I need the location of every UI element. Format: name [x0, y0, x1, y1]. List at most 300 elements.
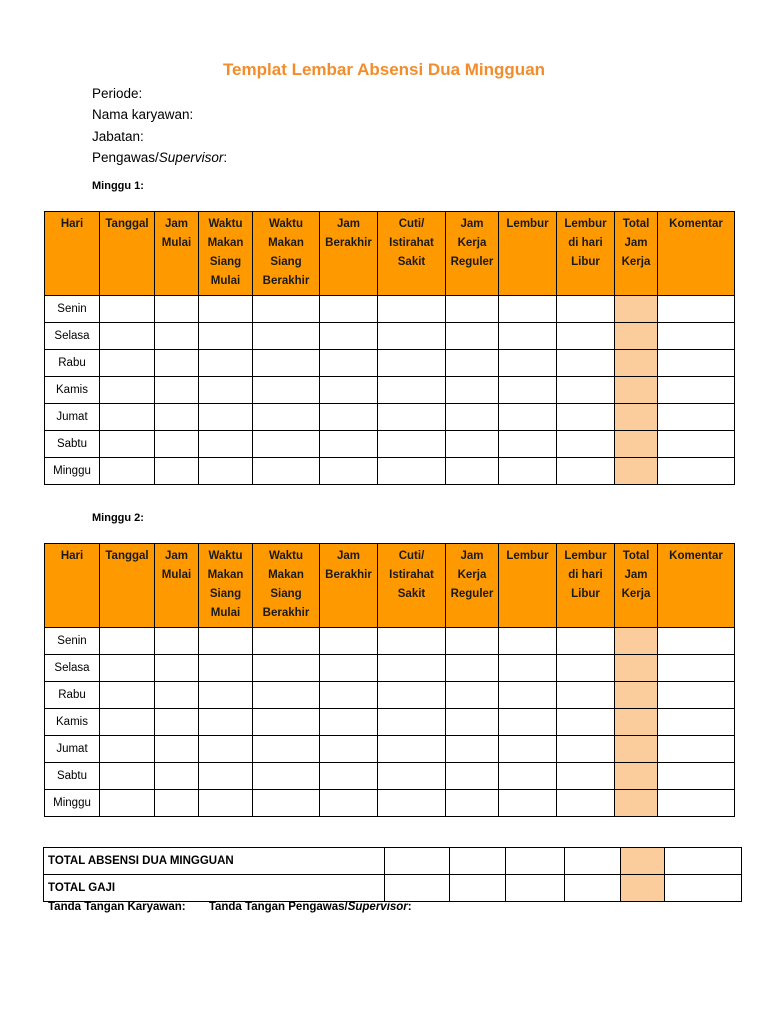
input-cell[interactable]: [499, 628, 557, 655]
input-cell[interactable]: [557, 350, 615, 377]
summary-cell[interactable]: [385, 848, 450, 875]
input-cell[interactable]: [446, 763, 499, 790]
input-cell[interactable]: [199, 655, 253, 682]
input-cell[interactable]: [155, 404, 199, 431]
day-cell: Kamis: [45, 709, 100, 736]
day-cell: Selasa: [45, 655, 100, 682]
input-cell[interactable]: [499, 404, 557, 431]
column-header-text: Siang: [270, 256, 302, 268]
day-cell: Sabtu: [45, 431, 100, 458]
input-cell[interactable]: [557, 323, 615, 350]
input-cell[interactable]: [253, 431, 320, 458]
input-cell[interactable]: [199, 377, 253, 404]
input-cell[interactable]: [658, 377, 735, 404]
table-row: [45, 628, 735, 655]
input-cell[interactable]: [320, 350, 378, 377]
input-cell[interactable]: [446, 628, 499, 655]
input-cell[interactable]: [253, 404, 320, 431]
column-header: [557, 544, 615, 628]
total-hours-cell[interactable]: [615, 350, 658, 377]
input-cell[interactable]: [499, 431, 557, 458]
column-header-text: Istirahat: [389, 569, 434, 581]
column-header-text: Kerja: [457, 569, 487, 581]
day-cell: Sabtu: [45, 763, 100, 790]
input-cell[interactable]: [100, 350, 155, 377]
table-row: [45, 790, 735, 817]
column-header-text: Total: [622, 550, 650, 562]
input-cell[interactable]: [199, 350, 253, 377]
column-header-text: Sakit: [397, 588, 426, 600]
jabatan-field: Jabatan:: [92, 129, 144, 144]
input-cell[interactable]: [557, 431, 615, 458]
input-cell[interactable]: [199, 323, 253, 350]
column-header-text: di hari: [568, 237, 603, 249]
supervisor-signature-prefix: Tanda Tangan Pengawas/: [208, 901, 348, 913]
column-header: [658, 544, 735, 628]
input-cell[interactable]: [155, 790, 199, 817]
column-header-text: Siang: [209, 588, 242, 600]
signature-line: [48, 901, 412, 913]
input-cell[interactable]: [446, 790, 499, 817]
input-cell[interactable]: [253, 350, 320, 377]
input-cell[interactable]: [199, 682, 253, 709]
column-header: [100, 212, 155, 296]
column-header: [45, 212, 100, 296]
input-cell[interactable]: [658, 682, 735, 709]
input-cell[interactable]: [446, 736, 499, 763]
column-header: [199, 212, 253, 296]
table-row: [45, 682, 735, 709]
total-hours-cell[interactable]: [615, 709, 658, 736]
input-cell[interactable]: [378, 350, 446, 377]
summary-cell[interactable]: [450, 875, 506, 902]
input-cell[interactable]: [100, 404, 155, 431]
table-row: [45, 431, 735, 458]
column-header-text: Lembur: [506, 550, 549, 562]
input-cell[interactable]: [100, 323, 155, 350]
periode-field: Periode:: [92, 86, 143, 101]
input-cell[interactable]: [378, 323, 446, 350]
input-cell[interactable]: [253, 763, 320, 790]
input-cell[interactable]: [557, 377, 615, 404]
table-row: [45, 736, 735, 763]
column-header: [615, 544, 658, 628]
summary-cell[interactable]: [506, 848, 565, 875]
input-cell[interactable]: [199, 736, 253, 763]
column-header-text: Waktu: [208, 218, 243, 230]
column-header-text: Tanggal: [105, 550, 149, 562]
input-cell[interactable]: [499, 458, 557, 485]
input-cell[interactable]: [100, 377, 155, 404]
column-header-text: Jam: [460, 218, 484, 230]
input-cell[interactable]: [499, 323, 557, 350]
table-row: [45, 763, 735, 790]
input-cell[interactable]: [557, 709, 615, 736]
supervisor-signature-label: [209, 901, 412, 913]
column-header-text: Berakhir: [262, 607, 310, 619]
column-header: [155, 212, 199, 296]
column-header-text: Jam: [336, 218, 361, 230]
input-cell[interactable]: [253, 323, 320, 350]
summary-cell[interactable]: [565, 848, 621, 875]
input-cell[interactable]: [378, 404, 446, 431]
column-header-text: Makan: [207, 569, 244, 581]
summary-row-total-absensi: [44, 848, 742, 875]
input-cell[interactable]: [378, 377, 446, 404]
input-cell[interactable]: [320, 323, 378, 350]
column-header: [100, 544, 155, 628]
input-cell[interactable]: [378, 736, 446, 763]
input-cell[interactable]: [557, 682, 615, 709]
input-cell[interactable]: [557, 763, 615, 790]
input-cell[interactable]: [155, 377, 199, 404]
day-cell: Kamis: [45, 377, 100, 404]
column-header-text: Cuti/: [398, 218, 425, 230]
column-header: [199, 544, 253, 628]
input-cell[interactable]: [320, 296, 378, 323]
input-cell[interactable]: [446, 682, 499, 709]
input-cell[interactable]: [320, 655, 378, 682]
supervisor-signature-italic: Supervisor: [347, 901, 408, 913]
column-header-text: Tanggal: [105, 218, 149, 230]
day-cell: Senin: [45, 628, 100, 655]
input-cell[interactable]: [446, 655, 499, 682]
total-hours-cell[interactable]: [615, 377, 658, 404]
day-cell: Rabu: [45, 682, 100, 709]
day-cell: Selasa: [45, 323, 100, 350]
input-cell[interactable]: [499, 736, 557, 763]
day-cell: Jumat: [45, 404, 100, 431]
column-header: [45, 544, 100, 628]
input-cell[interactable]: [499, 350, 557, 377]
input-cell[interactable]: [253, 790, 320, 817]
input-cell[interactable]: [155, 296, 199, 323]
column-header-text: Siang: [270, 588, 302, 600]
column-header-text: Jam: [164, 550, 189, 562]
input-cell[interactable]: [557, 736, 615, 763]
input-cell[interactable]: [658, 296, 735, 323]
day-cell: Minggu: [45, 790, 100, 817]
input-cell[interactable]: [658, 458, 735, 485]
column-header-text: Jam: [336, 550, 361, 562]
column-header-text: Jam: [624, 569, 648, 581]
input-cell[interactable]: [499, 763, 557, 790]
input-cell[interactable]: [253, 628, 320, 655]
column-header-text: Mulai: [161, 237, 192, 249]
nama-karyawan-field: Nama karyawan:: [92, 107, 194, 122]
week-1-table: [44, 211, 735, 485]
input-cell[interactable]: [499, 296, 557, 323]
input-cell[interactable]: [100, 763, 155, 790]
column-header: [378, 212, 446, 296]
input-cell[interactable]: [253, 296, 320, 323]
input-cell[interactable]: [155, 709, 199, 736]
column-header-text: Kerja: [621, 256, 651, 268]
input-cell[interactable]: [499, 790, 557, 817]
input-cell[interactable]: [155, 323, 199, 350]
input-cell[interactable]: [658, 323, 735, 350]
input-cell[interactable]: [378, 431, 446, 458]
table-row: [45, 458, 735, 485]
total-hours-cell[interactable]: [615, 296, 658, 323]
input-cell[interactable]: [155, 736, 199, 763]
input-cell[interactable]: [658, 790, 735, 817]
column-header: [615, 212, 658, 296]
column-header: [446, 212, 499, 296]
day-cell: Jumat: [45, 736, 100, 763]
column-header: [378, 544, 446, 628]
column-header-text: Mulai: [210, 275, 241, 287]
input-cell[interactable]: [446, 709, 499, 736]
total-gaji-label: TOTAL GAJI: [44, 875, 385, 902]
column-header-text: Komentar: [669, 218, 723, 230]
supervisor-signature-suffix: :: [407, 901, 412, 913]
column-header-text: Mulai: [210, 607, 241, 619]
input-cell[interactable]: [446, 458, 499, 485]
input-cell[interactable]: [658, 431, 735, 458]
input-cell[interactable]: [499, 655, 557, 682]
week-1-label: Minggu 1:: [92, 180, 144, 192]
input-cell[interactable]: [155, 763, 199, 790]
column-header: [499, 544, 557, 628]
pengawas-prefix: Pengawas/: [92, 150, 159, 165]
input-cell[interactable]: [199, 763, 253, 790]
input-cell[interactable]: [100, 682, 155, 709]
input-cell[interactable]: [100, 458, 155, 485]
input-cell[interactable]: [320, 682, 378, 709]
week-2-table: [44, 543, 735, 817]
input-cell[interactable]: [378, 682, 446, 709]
input-cell[interactable]: [378, 709, 446, 736]
input-cell[interactable]: [100, 431, 155, 458]
input-cell[interactable]: [658, 350, 735, 377]
input-cell[interactable]: [658, 628, 735, 655]
column-header-text: Lembur: [564, 218, 607, 230]
column-header-text: Jam: [164, 218, 189, 230]
column-header-text: Makan: [268, 237, 304, 249]
employee-signature-label: Tanda Tangan Karyawan:: [48, 901, 186, 913]
input-cell[interactable]: [100, 790, 155, 817]
table-row: [45, 404, 735, 431]
input-cell[interactable]: [499, 682, 557, 709]
page-title: Templat Lembar Absensi Dua Mingguan: [222, 60, 546, 79]
column-header-text: Jam: [460, 550, 484, 562]
week-2-body: [45, 628, 735, 817]
column-header-text: Total: [622, 218, 650, 230]
column-header: [557, 212, 615, 296]
input-cell[interactable]: [378, 628, 446, 655]
input-cell[interactable]: [557, 296, 615, 323]
column-header-text: Komentar: [669, 550, 723, 562]
column-header-text: Lembur: [506, 218, 549, 230]
column-header-text: Sakit: [397, 256, 426, 268]
input-cell[interactable]: [253, 682, 320, 709]
column-header-text: Reguler: [450, 256, 494, 268]
input-cell[interactable]: [446, 323, 499, 350]
input-cell[interactable]: [100, 296, 155, 323]
week-1-body: [45, 296, 735, 485]
input-cell[interactable]: [100, 736, 155, 763]
input-cell[interactable]: [253, 709, 320, 736]
week-2-label: Minggu 2:: [92, 512, 144, 524]
input-cell[interactable]: [446, 350, 499, 377]
input-cell[interactable]: [658, 655, 735, 682]
column-header-text: Berakhir: [262, 275, 310, 287]
table-row: [45, 323, 735, 350]
column-header-text: Cuti/: [398, 550, 425, 562]
total-hours-cell[interactable]: [615, 323, 658, 350]
input-cell[interactable]: [446, 431, 499, 458]
column-header: [155, 544, 199, 628]
column-header-text: Waktu: [268, 218, 304, 230]
column-header: [253, 212, 320, 296]
header-row: [45, 544, 735, 628]
column-header-text: Libur: [571, 256, 600, 268]
input-cell[interactable]: [557, 628, 615, 655]
input-cell[interactable]: [253, 655, 320, 682]
input-cell[interactable]: [658, 736, 735, 763]
day-cell: Senin: [45, 296, 100, 323]
input-cell[interactable]: [320, 628, 378, 655]
summary-cell[interactable]: [665, 848, 742, 875]
column-header-text: Makan: [268, 569, 304, 581]
input-cell[interactable]: [199, 431, 253, 458]
pengawas-suffix: :: [223, 150, 228, 165]
input-cell[interactable]: [320, 404, 378, 431]
column-header-text: Hari: [60, 550, 84, 562]
input-cell[interactable]: [320, 763, 378, 790]
input-cell[interactable]: [199, 296, 253, 323]
total-hours-cell[interactable]: [615, 763, 658, 790]
total-hours-cell[interactable]: [615, 736, 658, 763]
column-header: [658, 212, 735, 296]
column-header: [253, 544, 320, 628]
input-cell[interactable]: [155, 458, 199, 485]
column-header-text: Lembur: [564, 550, 607, 562]
input-cell[interactable]: [658, 404, 735, 431]
input-cell[interactable]: [320, 709, 378, 736]
summary-total-cell[interactable]: [621, 875, 665, 902]
input-cell[interactable]: [199, 404, 253, 431]
input-cell[interactable]: [199, 709, 253, 736]
input-cell[interactable]: [320, 431, 378, 458]
pengawas-italic: Supervisor: [158, 150, 224, 165]
input-cell[interactable]: [100, 628, 155, 655]
column-header-text: Reguler: [450, 588, 494, 600]
column-header-text: Kerja: [457, 237, 487, 249]
input-cell[interactable]: [658, 709, 735, 736]
input-cell[interactable]: [658, 763, 735, 790]
column-header-text: Libur: [571, 588, 600, 600]
input-cell[interactable]: [320, 377, 378, 404]
column-header-text: di hari: [568, 569, 603, 581]
column-header-text: Makan: [207, 237, 244, 249]
column-header: [499, 212, 557, 296]
input-cell[interactable]: [446, 296, 499, 323]
summary-cell[interactable]: [506, 875, 565, 902]
table-row: [45, 655, 735, 682]
column-header-text: Berakhir: [325, 237, 372, 249]
total-hours-cell[interactable]: [615, 655, 658, 682]
column-header-text: Mulai: [161, 569, 192, 581]
total-hours-cell[interactable]: [615, 682, 658, 709]
input-cell[interactable]: [557, 458, 615, 485]
summary-row-total-gaji: [44, 875, 742, 902]
input-cell[interactable]: [253, 377, 320, 404]
summary-cell[interactable]: [450, 848, 506, 875]
column-header-text: Berakhir: [325, 569, 372, 581]
column-header-text: Waktu: [208, 550, 243, 562]
summary-cell[interactable]: [385, 875, 450, 902]
table-row: [45, 350, 735, 377]
input-cell[interactable]: [378, 458, 446, 485]
input-cell[interactable]: [557, 655, 615, 682]
table-row: [45, 377, 735, 404]
input-cell[interactable]: [446, 377, 499, 404]
input-cell[interactable]: [557, 790, 615, 817]
column-header: [320, 212, 378, 296]
summary-cell[interactable]: [665, 875, 742, 902]
input-cell[interactable]: [155, 431, 199, 458]
input-cell[interactable]: [499, 709, 557, 736]
input-cell[interactable]: [253, 736, 320, 763]
input-cell[interactable]: [199, 458, 253, 485]
input-cell[interactable]: [320, 790, 378, 817]
header-row: [45, 212, 735, 296]
input-cell[interactable]: [100, 709, 155, 736]
input-cell[interactable]: [320, 736, 378, 763]
total-hours-cell[interactable]: [615, 431, 658, 458]
input-cell[interactable]: [100, 655, 155, 682]
column-header-text: Jam: [624, 237, 648, 249]
input-cell[interactable]: [155, 682, 199, 709]
total-hours-cell[interactable]: [615, 628, 658, 655]
table-row: [45, 296, 735, 323]
day-cell: Rabu: [45, 350, 100, 377]
input-cell[interactable]: [199, 790, 253, 817]
summary-table: [43, 847, 742, 902]
column-header: [446, 544, 499, 628]
total-absensi-label: TOTAL ABSENSI DUA MINGGUAN: [44, 848, 385, 875]
column-header: [320, 544, 378, 628]
input-cell[interactable]: [155, 628, 199, 655]
total-hours-cell[interactable]: [615, 404, 658, 431]
input-cell[interactable]: [320, 458, 378, 485]
input-cell[interactable]: [253, 458, 320, 485]
input-cell[interactable]: [557, 404, 615, 431]
input-cell[interactable]: [199, 628, 253, 655]
table-row: [45, 709, 735, 736]
input-cell[interactable]: [378, 790, 446, 817]
column-header-text: Siang: [209, 256, 242, 268]
column-header-text: Kerja: [621, 588, 651, 600]
day-cell: Minggu: [45, 458, 100, 485]
input-cell[interactable]: [378, 763, 446, 790]
input-cell[interactable]: [378, 655, 446, 682]
summary-total-cell[interactable]: [621, 848, 665, 875]
column-header-text: Istirahat: [389, 237, 434, 249]
input-cell[interactable]: [378, 296, 446, 323]
pengawas-field: [92, 150, 227, 165]
total-hours-cell[interactable]: [615, 458, 658, 485]
summary-cell[interactable]: [565, 875, 621, 902]
column-header-text: Hari: [60, 218, 84, 230]
input-cell[interactable]: [499, 377, 557, 404]
total-hours-cell[interactable]: [615, 790, 658, 817]
input-cell[interactable]: [155, 350, 199, 377]
input-cell[interactable]: [446, 404, 499, 431]
input-cell[interactable]: [155, 655, 199, 682]
